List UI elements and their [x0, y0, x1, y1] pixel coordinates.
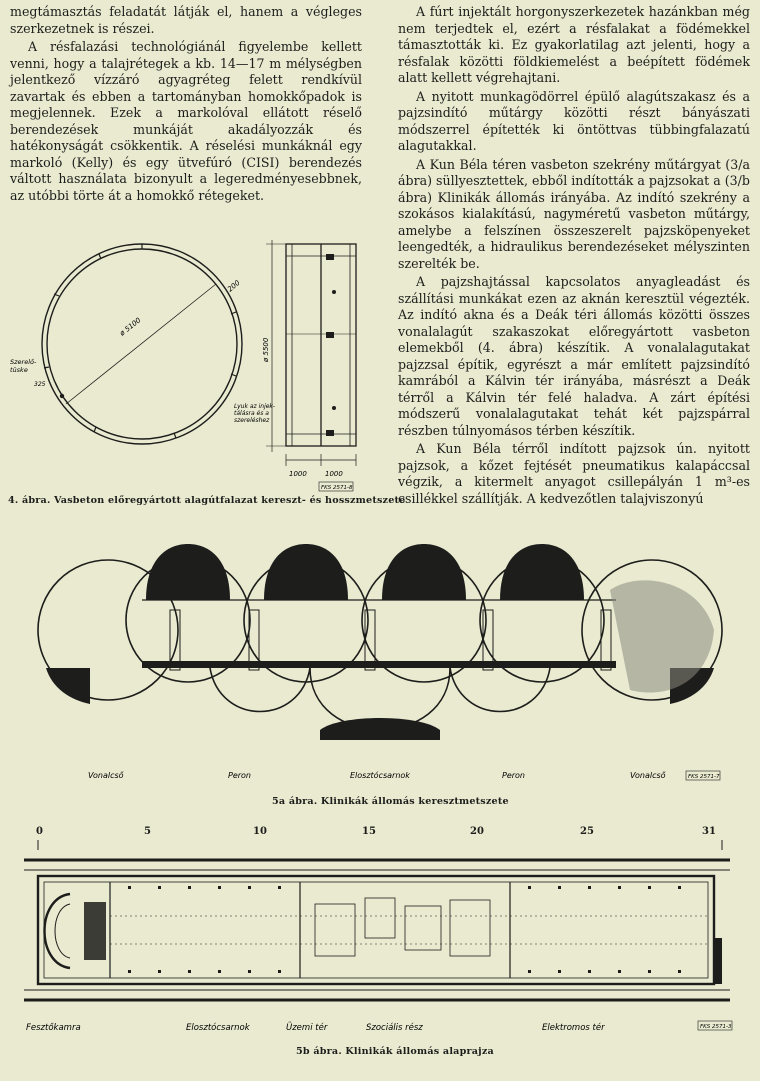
outer-diameter-label: ø 5500	[262, 337, 270, 362]
paragraph: A pajzshajtással kapcsolatos anyagleadást és szállítási munkákat ezen az aknán keresztül végezték. Az indító akna és a Deák téri állomás közötti összes vonalalagút szakaszokat előregyártott vasbeton elemekből (4. ábra) készítik. A vonalalagutakat pajzzsal építik, egyrészt a már említett pajzsindító kamrából a Kálvin tér irányába, másrészt a Deák térről a Kálvin tér felé haladva. A zárt építési módszerű vonalalagutakat tehát két pajzspárral részben túlnyomásos térben készítik.	[398, 274, 750, 438]
thickness-label: 200	[226, 278, 242, 294]
left-text-column	[10, 4, 362, 204]
injection-hole-note: Lyuk az injek-tálásra és a szereléshez	[234, 403, 276, 424]
figure-5a-caption: 5a ábra. Klinikák állomás keresztmetszete	[272, 796, 509, 807]
paragraph: A résfalazási technológiánál figyelembe kellett venni, hogy a talajrétegek a kb. 14—17 m mélységben jelentkező vízzáró agyagréteg felett rendkívül zavartak és ebben a tartományban homokkőpadok is megjelennek. Ezek a markolóval ellátott réselő berendezések munkáját akadályozzák és hatékonyságát csökkentik. A réselési munkáknál egy markoló (Kelly) és egy ütvefúró (CISI) berendezés váltott használata bizonyult a legeredményesebbnek, az utóbbi törte át a homokkő rétegeket.	[10, 39, 362, 203]
figure-4-caption: 4. ábra. Vasbeton előregyártott alagútfalazat kereszt- és hosszmetszete	[8, 495, 406, 506]
dimension-2: 1000	[325, 470, 343, 478]
label-elektromos-ter: Elektromos tér	[542, 1023, 605, 1033]
paragraph: A fúrt injektált horgonyszerkezetek hazánkban még nem terjedtek el, ezért a résfalakat a födémekkel támasztották ki. Ez gyakorlatilag azt jelenti, hogy a résfalak közötti földkiemelést a beépített födémek alatt kellett végrehajtani.	[398, 4, 750, 85]
scale-25: 25	[580, 826, 594, 837]
figure-5a-drawing	[10, 530, 750, 790]
scale-5: 5	[144, 826, 151, 837]
label-peron-right: Peron	[502, 771, 525, 780]
figure-5a-ref: FKS 2571-7	[688, 774, 720, 780]
scale-31: 31	[702, 826, 716, 837]
scale-20: 20	[470, 826, 484, 837]
paragraph: A nyitott munkagödörrel épülő alagútszakasz és a pajzsindító műtárgy közötti részt bányászati módszerrel építették ki öntöttvas tübbingfalazatú alagutakkal.	[398, 88, 750, 153]
figure-5b-drawing	[10, 818, 750, 1038]
inner-diameter-label: ø 5100	[118, 316, 143, 338]
paragraph: A Kun Béla térről indított pajzsok ún. nyitott pajzsok, a kőzet fejtését pneumatikus kalapáccsal végzik, a kitermelt anyagot csillepályán 1 m³-es csillékkel szállítják. A kedvezőtlen talajviszonyú	[398, 441, 750, 506]
label-fesztokamra: Fesztőkamra	[26, 1023, 81, 1033]
figure-5b-ref: FKS 2571-3	[700, 1024, 732, 1030]
label-elosztocsarnok: Elosztócsarnok	[186, 1023, 250, 1033]
scale-10: 10	[253, 826, 267, 837]
label-peron-left: Peron	[228, 771, 251, 780]
label-vonalcso-right: Vonalcső	[630, 771, 666, 780]
figure-ref: FKS 2571-8	[321, 485, 353, 491]
right-text-column	[398, 4, 750, 507]
paragraph: megtámasztás feladatát látják el, hanem a végleges szerkezetnek is részei.	[10, 4, 362, 36]
scale-0: 0	[36, 826, 43, 837]
figure-5b-caption: 5b ábra. Klinikák állomás alaprajza	[296, 1046, 494, 1057]
paragraph: A Kun Béla téren vasbeton szekrény műtárgyat (3/a ábra) süllyesztettek, ebből indították a pajzsokat a (3/b ábra) Klinikák állomás irányába. Az indító szekrény a szokásos kialakítású, nagyméretű vasbeton műtárgy, amelybe a felszínen összeszerelt pajzsköpenyeket leengedték, a hidraulikus berendezéseket mélyszinten szerelték be.	[398, 156, 750, 271]
label-vonalcso-left: Vonalcső	[88, 771, 124, 780]
pin-label: Szerelő-tüske	[10, 358, 37, 374]
label-szocialis-resz: Szociális rész	[366, 1023, 423, 1033]
label-elosztocsarnok: Elosztócsarnok	[350, 771, 410, 780]
dimension-1: 1000	[289, 470, 307, 478]
side-dimension-label: 325	[34, 381, 46, 388]
label-uzemi-ter: Üzemi tér	[286, 1023, 328, 1033]
figure-4-drawing	[4, 232, 364, 492]
scale-15: 15	[362, 826, 376, 837]
